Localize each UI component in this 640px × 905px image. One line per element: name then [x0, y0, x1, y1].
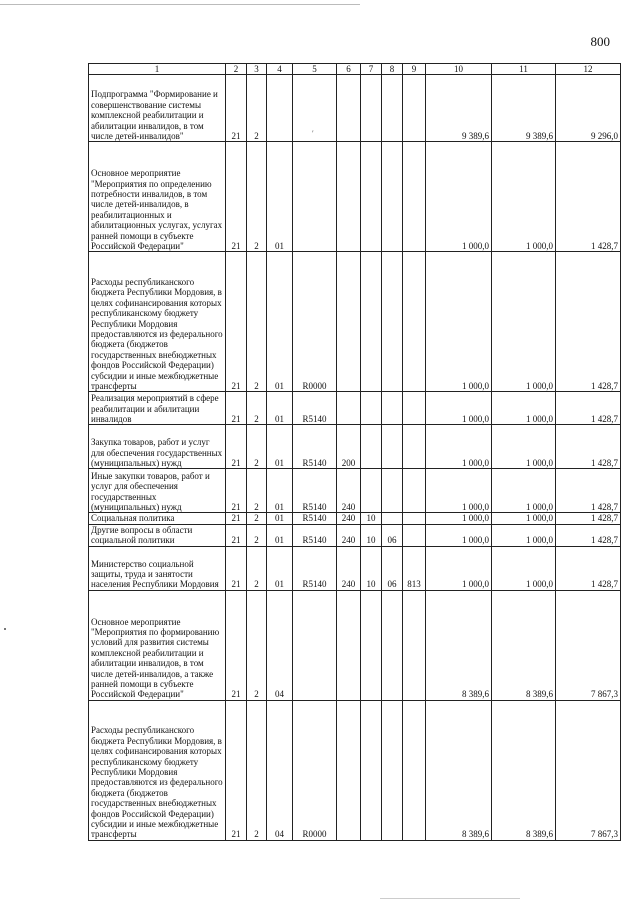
row-cell-7	[361, 142, 382, 252]
row-cell-3: 2	[247, 513, 267, 524]
row-cell-2: 21	[226, 392, 247, 425]
row-cell-8	[382, 392, 403, 425]
row-cell-8: 06	[382, 524, 403, 546]
row-cell-8	[382, 700, 403, 840]
row-name-cell: Расходы республиканского бюджета Республики Мордовия, в целях софинансирования которых республиканскому бюджету Республики Мордовия предоставляются из федерального бюджета (бюджетов государственных внебюджетных фондов Российской Федерации) субсидии и иные межбюджетные трансферты	[89, 252, 226, 392]
table-row	[89, 469, 621, 513]
table-row	[89, 513, 621, 524]
row-cell-11: 1 000,0	[492, 142, 556, 252]
row-cell-12: 1 428,7	[556, 392, 621, 425]
row-cell-10: 1 000,0	[426, 392, 492, 425]
row-cell-6	[337, 252, 361, 392]
row-cell-11: 1 000,0	[492, 392, 556, 425]
row-cell-9	[403, 513, 426, 524]
table-row	[89, 392, 621, 425]
row-cell-10: 1 000,0	[426, 142, 492, 252]
row-cell-9: 813	[403, 546, 426, 590]
row-cell-9	[403, 252, 426, 392]
top-scan-line	[0, 4, 360, 5]
row-cell-11: 1 000,0	[492, 252, 556, 392]
row-cell-8	[382, 590, 403, 700]
row-cell-10: 1 000,0	[426, 546, 492, 590]
row-cell-3: 2	[247, 469, 267, 513]
row-cell-12: 9 296,0	[556, 75, 621, 142]
table-row	[89, 142, 621, 252]
col-header: 8	[382, 64, 403, 75]
col-header: 11	[492, 64, 556, 75]
row-cell-9	[403, 700, 426, 840]
row-cell-4: 04	[267, 590, 293, 700]
scan-speck	[4, 628, 6, 630]
row-cell-9	[403, 590, 426, 700]
pen-mark: ′	[312, 129, 314, 138]
row-cell-12: 1 428,7	[556, 524, 621, 546]
row-cell-10: 1 000,0	[426, 425, 492, 469]
row-cell-2: 21	[226, 142, 247, 252]
row-cell-2: 21	[226, 469, 247, 513]
row-cell-5	[293, 590, 337, 700]
row-cell-9	[403, 524, 426, 546]
row-cell-12: 7 867,3	[556, 590, 621, 700]
row-cell-10: 1 000,0	[426, 469, 492, 513]
row-cell-2: 21	[226, 700, 247, 840]
row-cell-6: 240	[337, 469, 361, 513]
row-cell-5	[293, 75, 337, 142]
row-cell-11: 8 389,6	[492, 700, 556, 840]
table-row	[89, 524, 621, 546]
row-cell-11: 1 000,0	[492, 546, 556, 590]
row-cell-5: R5140	[293, 425, 337, 469]
row-cell-4: 01	[267, 252, 293, 392]
row-cell-7	[361, 425, 382, 469]
row-name-cell: Другие вопросы в области социальной политики	[89, 524, 226, 546]
row-cell-2: 21	[226, 252, 247, 392]
row-cell-10: 9 389,6	[426, 75, 492, 142]
row-cell-3: 2	[247, 425, 267, 469]
row-cell-8	[382, 425, 403, 469]
row-cell-11: 1 000,0	[492, 524, 556, 546]
row-cell-2: 21	[226, 524, 247, 546]
row-cell-8	[382, 252, 403, 392]
row-name-cell: Иные закупки товаров, работ и услуг для обеспечения государственных (муниципальных) нужд	[89, 469, 226, 513]
row-cell-7	[361, 700, 382, 840]
row-cell-5: R0000	[293, 252, 337, 392]
row-cell-12: 1 428,7	[556, 252, 621, 392]
row-cell-6: 200	[337, 425, 361, 469]
bottom-scan-line	[380, 898, 520, 899]
row-cell-5: R0000	[293, 700, 337, 840]
table-row	[89, 700, 621, 840]
row-cell-5: R5140	[293, 546, 337, 590]
row-cell-5: R5140	[293, 469, 337, 513]
row-name-cell: Закупка товаров, работ и услуг для обеспечения государственных (муниципальных) нужд	[89, 425, 226, 469]
row-cell-6	[337, 700, 361, 840]
row-cell-11: 1 000,0	[492, 469, 556, 513]
col-header: 12	[556, 64, 621, 75]
row-cell-11: 1 000,0	[492, 425, 556, 469]
row-cell-4: 01	[267, 524, 293, 546]
table-row	[89, 546, 621, 590]
table-header-row	[89, 64, 621, 75]
row-cell-9	[403, 75, 426, 142]
row-cell-6	[337, 590, 361, 700]
row-cell-2: 21	[226, 513, 247, 524]
row-name-cell: Социальная политика	[89, 513, 226, 524]
row-cell-5: R5140	[293, 513, 337, 524]
row-cell-6	[337, 142, 361, 252]
col-header: 10	[426, 64, 492, 75]
table-row	[89, 590, 621, 700]
row-cell-8	[382, 75, 403, 142]
row-cell-3: 2	[247, 252, 267, 392]
row-cell-10: 1 000,0	[426, 252, 492, 392]
row-cell-4: 01	[267, 142, 293, 252]
row-cell-6: 240	[337, 513, 361, 524]
row-cell-8	[382, 142, 403, 252]
col-header: 6	[337, 64, 361, 75]
col-header: 7	[361, 64, 382, 75]
row-name-cell: Расходы республиканского бюджета Республики Мордовия, в целях софинансирования которых республиканскому бюджету Республики Мордовия предоставляются из федерального бюджета (бюджетов государственных внебюджетных фондов Российской Федерации) субсидии и иные межбюджетные трансферты	[89, 700, 226, 840]
row-cell-7: 10	[361, 546, 382, 590]
col-header: 1	[89, 64, 226, 75]
row-cell-2: 21	[226, 546, 247, 590]
budget-table	[88, 63, 621, 841]
row-cell-11: 9 389,6	[492, 75, 556, 142]
row-cell-3: 2	[247, 392, 267, 425]
row-cell-7	[361, 590, 382, 700]
row-cell-2: 21	[226, 590, 247, 700]
col-header: 2	[226, 64, 247, 75]
row-cell-7: 10	[361, 524, 382, 546]
row-cell-6: 240	[337, 524, 361, 546]
row-cell-10: 8 389,6	[426, 590, 492, 700]
row-cell-12: 1 428,7	[556, 425, 621, 469]
row-cell-9	[403, 392, 426, 425]
row-cell-12: 1 428,7	[556, 142, 621, 252]
row-cell-5: R5140	[293, 524, 337, 546]
row-cell-4: 01	[267, 546, 293, 590]
row-name-cell: Подпрограмма "Формирование и совершенствование системы комплексной реабилитации и абилитации инвалидов, в том числе детей-инвалидов"	[89, 75, 226, 142]
row-name-cell: Реализация мероприятий в сфере реабилитации и абилитации инвалидов	[89, 392, 226, 425]
row-cell-10: 1 000,0	[426, 513, 492, 524]
row-cell-9	[403, 142, 426, 252]
row-cell-12: 1 428,7	[556, 469, 621, 513]
row-cell-10: 8 389,6	[426, 700, 492, 840]
row-cell-8	[382, 469, 403, 513]
col-header: 4	[267, 64, 293, 75]
row-cell-12: 7 867,3	[556, 700, 621, 840]
row-cell-8	[382, 513, 403, 524]
row-cell-3: 2	[247, 546, 267, 590]
row-cell-3: 2	[247, 524, 267, 546]
row-cell-5	[293, 142, 337, 252]
row-cell-12: 1 428,7	[556, 513, 621, 524]
row-name-cell: Министерство социальной защиты, труда и занятости населения Республики Мордовия	[89, 546, 226, 590]
row-cell-7: 10	[361, 513, 382, 524]
row-cell-7	[361, 469, 382, 513]
row-cell-7	[361, 75, 382, 142]
col-header: 5	[293, 64, 337, 75]
row-cell-4: 04	[267, 700, 293, 840]
row-cell-3: 2	[247, 700, 267, 840]
row-cell-4: 01	[267, 513, 293, 524]
row-cell-7	[361, 252, 382, 392]
row-cell-10: 1 000,0	[426, 524, 492, 546]
row-cell-8: 06	[382, 546, 403, 590]
col-header: 9	[403, 64, 426, 75]
row-name-cell: Основное мероприятие "Мероприятия по определению потребности инвалидов, в том числе детей-инвалидов, в реабилитационных и абилитационных услугах, услугах ранней помощи в субъекте Российской Федерации"	[89, 142, 226, 252]
table-row	[89, 252, 621, 392]
table-row	[89, 75, 621, 142]
row-cell-11: 1 000,0	[492, 513, 556, 524]
row-cell-4	[267, 75, 293, 142]
row-name-cell: Основное мероприятие "Мероприятия по формированию условий для развития системы комплексной реабилитации и абилитации инвалидов, в том числе детей-инвалидов, а также ранней помощи в субъекте Российской Федерации"	[89, 590, 226, 700]
row-cell-3: 2	[247, 142, 267, 252]
row-cell-4: 01	[267, 469, 293, 513]
page-number: 800	[590, 34, 610, 49]
row-cell-4: 01	[267, 425, 293, 469]
row-cell-12: 1 428,7	[556, 546, 621, 590]
row-cell-3: 2	[247, 75, 267, 142]
row-cell-5: R5140	[293, 392, 337, 425]
row-cell-4: 01	[267, 392, 293, 425]
row-cell-2: 21	[226, 75, 247, 142]
row-cell-7	[361, 392, 382, 425]
row-cell-3: 2	[247, 590, 267, 700]
row-cell-6	[337, 75, 361, 142]
row-cell-9	[403, 469, 426, 513]
table-row	[89, 425, 621, 469]
row-cell-2: 21	[226, 425, 247, 469]
row-cell-9	[403, 425, 426, 469]
row-cell-11: 8 389,6	[492, 590, 556, 700]
col-header: 3	[247, 64, 267, 75]
row-cell-6	[337, 392, 361, 425]
row-cell-6: 240	[337, 546, 361, 590]
